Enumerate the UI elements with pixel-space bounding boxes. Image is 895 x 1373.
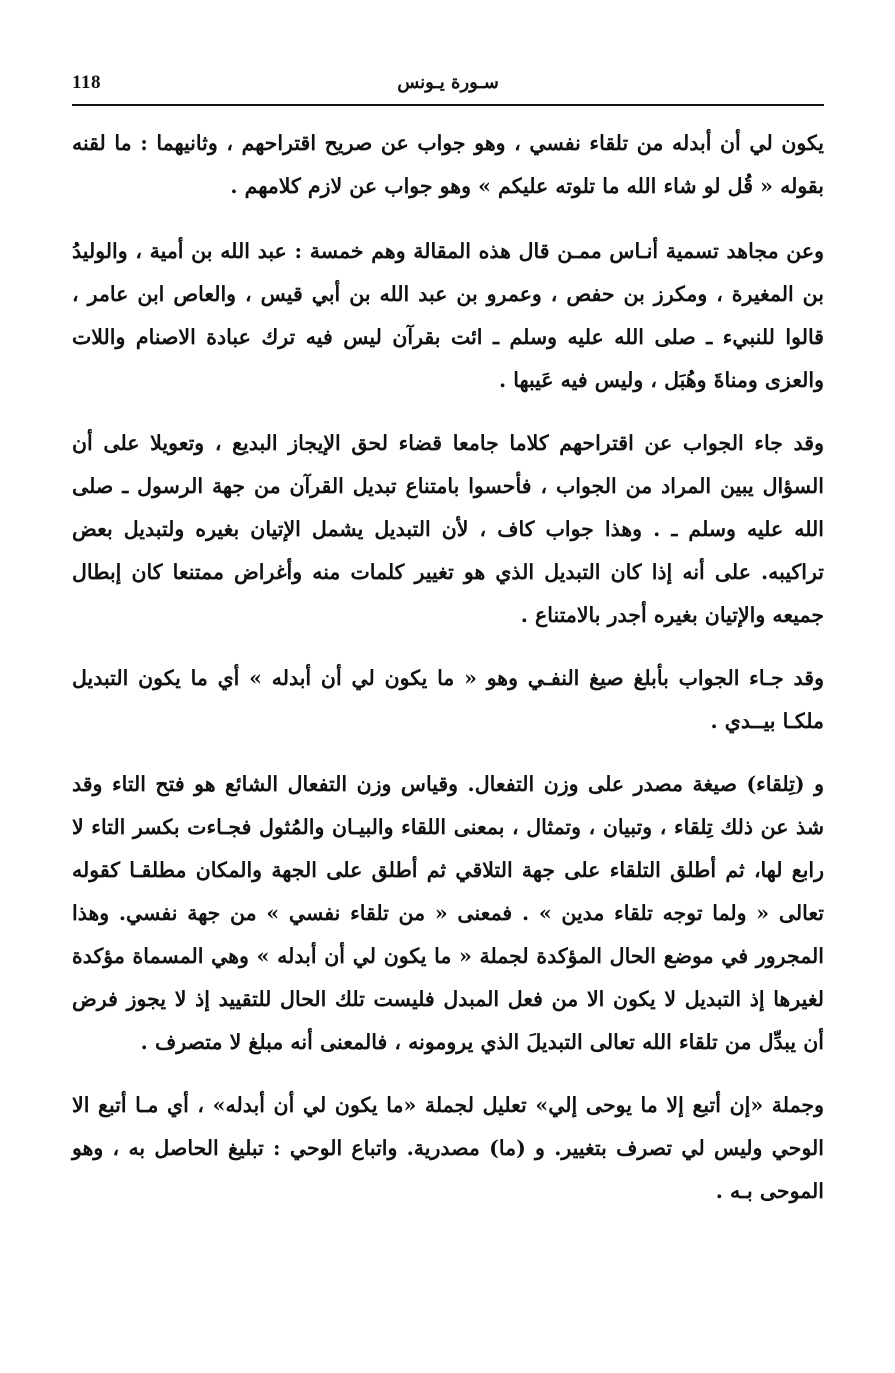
header-rule [72,104,824,106]
paragraph-2: وعن مجاهد تسمية أنـاس ممـن قال هذه المقالة وهم خمسة : عبد الله بن أمية ، والوليدُ بن المغيرة ، ومكرز بن حفص ، وعمرو بن عبد الله بن أبي قيس ، والعاص ابن عامر ، قالوا للنبيء ـ صلى الله عليه وسلم ـ ائت بقرآن ليس فيه ترك عبادة الاصنام واللات والعزى ومناةَ وهُبَل ، وليس فيه عَيبها . [72,239,824,392]
paragraph-6: وجملة «إن أتبع إلا ما يوحى إلي» تعليل لجملة «ما يكون لي أن أبدله» ، أي مـا أتبع الا الوحي وليس لي تصرف بتغيير. و (ما) مصدرية. واتباع الوحي : تبليغ الحاصل به ، وهو الموحى بـه . [72,1093,824,1203]
page-body [72,122,824,1233]
paragraph-4: وقد جـاء الجواب بأبلغ صيغ النفـي وهو « ما يكون لي أن أبدله » أي ما يكون التبديل ملكـا بيــدي . [72,666,824,733]
running-title: سـورة يـونس [397,72,499,93]
page-header [72,72,824,106]
paragraph-5: و (تِلقاء) صيغة مصدر على وزن التفعال. وقياس وزن التفعال الشائع هو فتح التاء وقد شذ عن ذلك تِلقاء ، وتبيان ، وتمثال ، بمعنى اللقاء والبيـان والمُثول فجـاءت بكسر التاء لا رابع لها، ثم أطلق التلقاء على جهة التلاقي ثم أطلق على الجهة والمكان مطلقـا كقوله تعالى « ولما توجه تلقاء مدين » . فمعنى « من تلقاء نفسي » من جهة نفسي. وهذا المجرور في موضع الحال المؤكدة لجملة « ما يكون لي أن أبدله » وهي المسماة مؤكدة لغيرها إذ التبديل لا يكون الا من فعل المبدل فليست تلك الحال للتقييد إذ لا يجوز فرض أن يبدِّل من تلقاء الله تعالى التبديلَ الذي يرومونه ، فالمعنى أنه مبلغ لا متصرف . [72,772,824,1054]
paragraph-3: وقد جاء الجواب عن اقتراحهم كلاما جامعا قضاء لحق الإيجاز البديع ، وتعويلا على أن السؤال يبين المراد من الجواب ، فأحسوا بامتناع تبديل القرآن من جهة الرسول ـ صلى الله عليه وسلم ـ . وهذا جواب كاف ، لأن التبديل يشمل الإتيان بغيره ولتبديل بعض تراكيبه. على أنه إذا كان التبديل الذي هو تغيير كلمات منه وأغراض ممتنعا كان إبطال جميعه والإتيان بغيره أجدر بالامتناع . [72,431,824,627]
page-number: 118 [72,72,101,93]
paragraph-1: يكون لي أن أبدله من تلقاء نفسي ، وهو جواب عن صريح اقتراحهم ، وثانيهما : ما لقنه بقوله « قُل لو شاء الله ما تلوته عليكم » وهو جواب عن لازم كلامهم . [72,131,824,198]
